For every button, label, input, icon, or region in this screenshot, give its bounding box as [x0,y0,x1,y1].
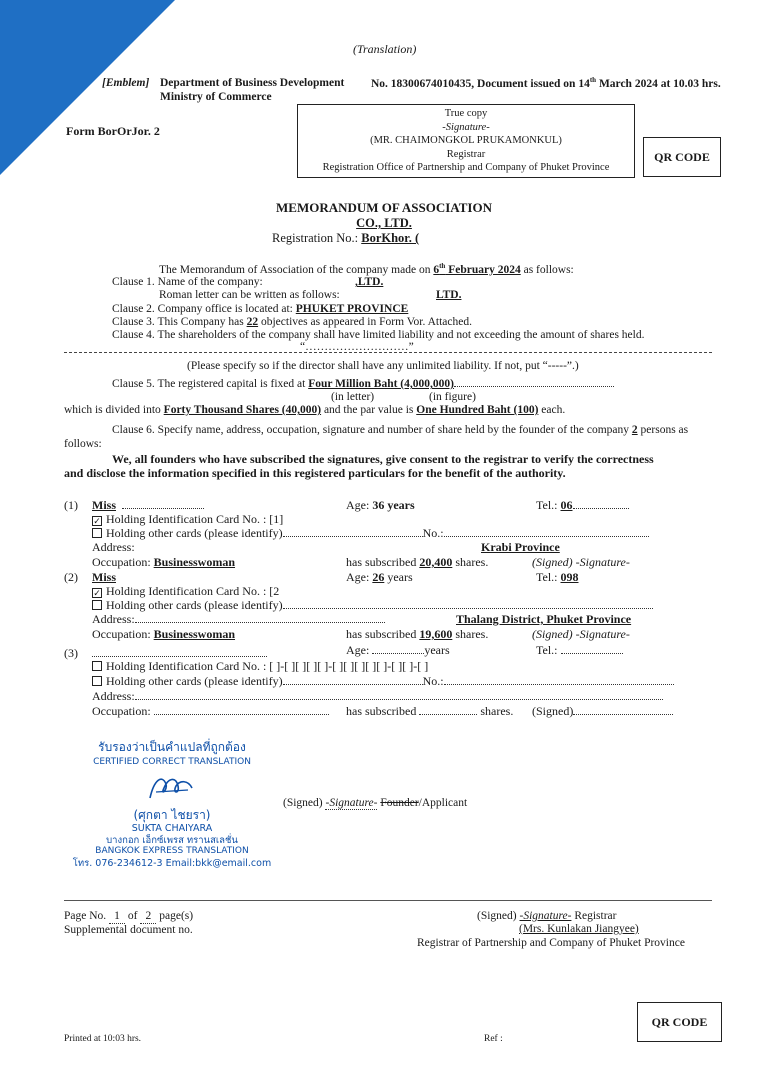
checked-box-icon: ✓ [93,516,101,526]
clause-6-follows: follows: [64,438,102,450]
company-suffix: CO., LTD. [356,216,412,230]
clause-6: Clause 6. Specify name, address, occupation, signature and number of share held by the founder of the company 2 persons as [112,424,689,436]
founder-3-occupation: Occupation: [92,704,329,719]
stamp-certified: CERTIFIED CORRECT TRANSLATION [93,757,251,767]
checkbox-icon [92,661,102,671]
registrar-signature: (Signed) -Signature- Registrar [477,910,617,922]
divider [64,352,712,353]
clause-5: Clause 5. The registered capital is fixed at Four Million Baht (4,000,000) [112,377,614,391]
stamp-thai-name: (ศุกตา ไชยรา) [133,807,211,822]
founder-applicant-signature: (Signed) -Signature- Founder/Applicant [283,797,468,809]
founder-2-shares: has subscribed 19,600 shares. [346,627,489,641]
founder-1-address-label: Address: [92,540,135,554]
clause-4-quote: “………………………” [300,341,414,353]
clause-5-in-figure: (in figure) [429,391,476,403]
footer-divider [64,900,712,901]
founder-1-number: (1) [64,498,78,512]
printed-time: Printed at 10:03 hrs. [64,1034,142,1044]
stamp-thai-company: บางกอก เอ็กซ์เพรส ทรานสเลชั่น [106,834,238,846]
founder-1-title: Miss [92,498,116,512]
qr-code-top: QR CODE [643,137,721,177]
clause-1b-value: LTD. [436,289,462,301]
founder-1-age: Age: 36 years [346,498,415,512]
document-number: No. 18300674010435, Document issued on 14th March 2024 at 10.03 hrs. [371,76,721,90]
founder-2-age: Age: 26 years [346,570,413,584]
form-code: Form BorOrJor. 2 [66,124,160,138]
clause-5-shares: which is divided into Forty Thousand Shares (40,000) and the par value is One Hundred Baht (100) each. [64,404,566,416]
founder-2-address: Thalang District, Phuket Province [456,612,632,626]
founder-2-address-label: Address: [92,612,385,627]
reference: Ref : [484,1034,503,1044]
consent-line-2: and disclose the information specified in this registered particulars for the benefit of the authority. [64,466,566,480]
translator-stamp [72,740,272,870]
emblem-label: [Emblem] [102,77,150,89]
certify-name: (MR. CHAIMONGKOL PRUKAMONKUL) [370,135,562,147]
checkbox-icon [92,528,102,538]
founder-3-signature: (Signed) [532,704,673,719]
founder-3-shares: has subscribed shares. [346,704,514,718]
founder-2-signature: (Signed) -Signature- [532,627,630,641]
clause-1-value: ,LTD. [355,276,384,288]
founder-2-number: (2) [64,570,78,584]
certify-line: True copy [444,108,488,120]
stamp-name: SUKTA CHAIYARA [131,822,213,834]
certification-box [297,104,635,178]
founder-1-address: Krabi Province [481,540,560,554]
founder-2-other: Holding other cards (please identify) [92,598,653,613]
founder-3-number: (3) [64,646,78,660]
clause-5-in-letter: (in letter) [331,391,375,403]
consent-line-1: We, all founders who have subscribed the signatures, give consent to the registrar to verify the correctness [112,452,654,466]
founder-1-tel: Tel.: 06 [536,498,629,513]
certify-signature: -Signature- [442,121,490,133]
clause-4-note: (Please specify so if the director shall have any unlimited liability. If not, put “-----”.) [187,360,579,372]
ministry-name: Ministry of Commerce [160,91,272,103]
founder-1-occupation: Occupation: Businesswoman [92,555,236,569]
intro-line: The Memorandum of Association of the company made on 6th February 2024 as follows: [159,262,574,276]
founder-1-signature: (Signed) -Signature- [532,555,630,569]
qr-code-bottom: QR CODE [637,1002,722,1042]
clause-2: Clause 2. Company office is located at: PHUKET PROVINCE [112,303,409,315]
founder-2-tel: Tel.: 098 [536,570,579,584]
founder-3-other: Holding other cards (please identify) No.: [92,674,674,689]
founder-3-address: Address: [92,689,663,704]
department-name: Department of Business Development [160,77,345,89]
document-title: MEMORANDUM OF ASSOCIATION [276,200,492,215]
checkbox-icon [92,676,102,686]
founder-2-id: ✓ Holding Identification Card No. : [2 [93,584,280,598]
stamp-thai-heading: รับรองว่าเป็นคำแปลที่ถูกต้อง [98,740,246,754]
founder-1-shares: has subscribed 20,400 shares. [346,555,489,569]
clause-1b-label: Roman letter can be written as follows: [159,289,340,301]
clause-1-label: Clause 1. Name of the company: [112,276,263,288]
certify-office: Registration Office of Partnership and Company of Phuket Province [322,162,610,174]
founder-3-tel: Tel.: [536,643,623,658]
checkbox-icon [92,600,102,610]
stamp-company: BANGKOK EXPRESS TRANSLATION [95,846,249,857]
founder-2-title: Miss [92,570,116,584]
founder-3-age: Age: years [346,643,450,657]
stamp-contact: โทร. 076-234612-3 Email:bkk@email.com [72,857,272,869]
founder-1-id: ✓ Holding Identification Card No. : [1] [93,512,284,526]
certify-title: Registrar [446,148,486,160]
registrar-name: (Mrs. Kunlakan Jiangyee) [519,923,639,935]
clause-3: Clause 3. This Company has 22 objectives as appeared in Form Vor. Attached. [112,316,472,328]
founder-3-id: Holding Identification Card No. : [ ]-[ ][ ][ ][ ]-[ ][ ][ ][ ][ ]-[ ][ ]-[ ] [92,659,428,674]
page-number: Page No. 1 of 2 page(s) [64,909,193,924]
founder-1-name-redacted [122,498,204,513]
founder-1-other: Holding other cards (please identify) No.: [92,526,649,541]
checked-box-icon: ✓ [93,588,101,598]
translator-signature-icon [142,770,202,804]
supplemental-document: Supplemental document no. [64,924,193,936]
translation-note: (Translation) [353,42,417,56]
registrar-title: Registrar of Partnership and Company of Phuket Province [417,937,685,949]
founder-2-occupation: Occupation: Businesswoman [92,627,236,641]
registration-number: Registration No.: BorKhor. ( [272,231,420,245]
clause-4: Clause 4. The shareholders of the company shall have limited liability and not exceeding the amount of shares held. [112,329,645,341]
